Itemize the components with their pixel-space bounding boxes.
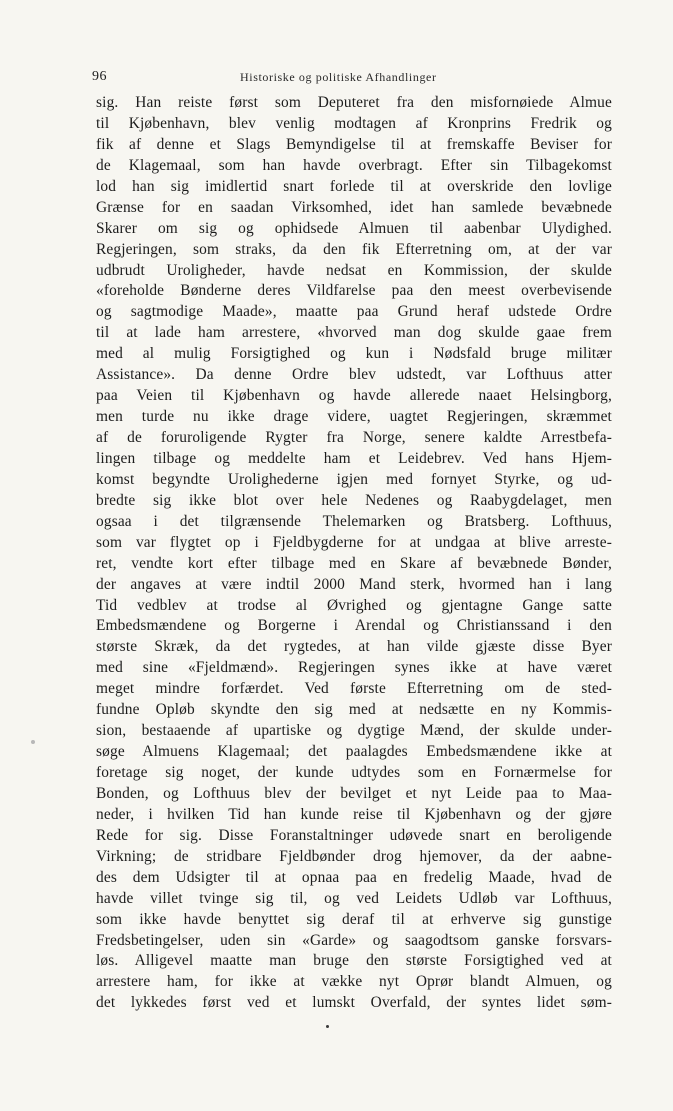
text-line: Embedsmændene og Borgerne i Arendal og Christianssand i den (96, 617, 612, 635)
text-line: til Kjøbenhavn, blev venlig modtagen af Kronprins Fredrik og (96, 114, 612, 132)
text-line: største Skræk, da det rygtedes, at han vilde gjæste disse Byer (96, 638, 612, 656)
running-title: Historiske og politiske Afhandlinger (240, 70, 437, 84)
text-line: ret, vendte kort efter tilbage med en Skare af bevæbnede Bønder, (96, 554, 612, 572)
printer-mark (326, 1025, 329, 1028)
body-text (96, 93, 612, 1014)
text-line: paa Veien til Kjøbenhavn og havde allerede naaet Helsingborg, (96, 387, 612, 405)
text-line: Skarer om sig og ophidsede Almuen til aabenbar Ulydighed. (96, 219, 612, 237)
text-line: som ikke havde benyttet sig deraf til at erhverve sig gunstige (96, 910, 612, 928)
text-line: der angaves at være indtil 2000 Mand sterk, hvormed han i lang (96, 575, 612, 593)
text-line: meget mindre forfærdet. Ved første Efterretning om de sted- (96, 680, 612, 698)
text-line: Regjeringen, som straks, da den fik Efterretning om, at der var (96, 240, 612, 258)
text-line: med al mulig Forsigtighed og kun i Nødsfald bruge militær (96, 345, 612, 363)
text-line: bredte sig ikke blot over hele Nedenes og Raabygdelaget, men (96, 491, 612, 509)
text-line: Fredsbetingelser, uden sin «Garde» og saagodtsom ganske forsvars- (96, 931, 612, 949)
text-line: Virkning; de stridbare Fjeldbønder drog hjemover, da der aabne- (96, 847, 612, 865)
text-line: arrestere ham, for ikke at vække nyt Oprør blandt Almuen, og (96, 973, 612, 991)
text-line: Bonden, og Lofthuus blev der bevilget et nyt Leide paa to Maa- (96, 784, 612, 802)
text-line: med sine «Fjeldmænd». Regjeringen synes ikke at have været (96, 659, 612, 677)
text-line: lingen tilbage og meddelte ham et Leidebrev. Ved hans Hjem- (96, 449, 612, 467)
margin-speck (31, 740, 35, 744)
page-number: 96 (92, 69, 107, 84)
text-line: Tid vedblev at trodse al Øvrighed og gjentagne Gange satte (96, 596, 612, 614)
text-line: som var flygtet op i Fjeldbygderne for at undgaa at blive arreste- (96, 533, 612, 551)
text-line: de Klagemaal, som han havde overbragt. Efter sin Tilbagekomst (96, 156, 612, 174)
text-line: Rede for sig. Disse Foranstaltninger udøvede snart en beroligende (96, 826, 612, 844)
text-line: løs. Alligevel maatte man bruge den største Forsigtighed ved at (96, 952, 612, 970)
text-line: af de foruroligende Rygter fra Norge, senere kaldte Arrestbefa- (96, 429, 612, 446)
text-line: men turde nu ikke drage videre, uagtet Regjeringen, skræmmet (96, 408, 612, 426)
text-line: Assistance». Da denne Ordre blev udstedt, var Lofthuus atter (96, 366, 612, 384)
text-line: sion, bestaaende af upartiske og dygtige Mænd, der skulde under- (96, 722, 612, 740)
text-line: ogsaa i det tilgrænsende Thelemarken og Bratsberg. Lofthuus, (96, 512, 612, 530)
text-line: søge Almuens Klagemaal; det paalagdes Embedsmændene ikke at (96, 743, 612, 761)
text-line: fundne Opløb skyndte den sig med at nedsætte en ny Kommis- (96, 701, 612, 719)
page-header (92, 69, 612, 89)
text-line: Grænse for en saadan Virksomhed, idet han samlede bevæbnede (96, 198, 612, 216)
text-line: komst begyndte Urolighederne igjen med fornyet Styrke, og ud- (96, 470, 612, 488)
text-line: foretage sig noget, der kunde udtydes som en Fornærmelse for (96, 764, 612, 781)
text-line: sig. Han reiste først som Deputeret fra den misfornøiede Almue (96, 94, 612, 111)
text-line: fik af denne et Slags Bemyndigelse til at fremskaffe Beviser for (96, 135, 612, 153)
text-line: neder, i hvilken Tid han kunde reise til Kjøbenhavn og der gjøre (96, 805, 612, 823)
text-line: og sagtmodige Maade», maatte paa Grund heraf udstede Ordre (96, 303, 612, 321)
text-line: lod han sig imidlertid snart forlede til at overskride den lovlige (96, 177, 612, 195)
text-line: des dem Udsigter til at opnaa paa en fredelig Maade, hvad de (96, 868, 612, 886)
text-line: havde villet tvinge sig til, og ved Leidets Udløb var Lofthuus, (96, 889, 612, 907)
text-line: det lykkedes først ved et lumskt Overfald, der syntes lidet søm- (96, 994, 612, 1012)
text-line: til at lade ham arrestere, «hvorved man dog skulde gaae frem (96, 324, 612, 342)
text-line: «foreholde Bønderne deres Vildfarelse paa den meest overbevisende (96, 282, 612, 300)
text-line: udbrudt Uroligheder, havde nedsat en Kommission, der skulde (96, 261, 612, 279)
